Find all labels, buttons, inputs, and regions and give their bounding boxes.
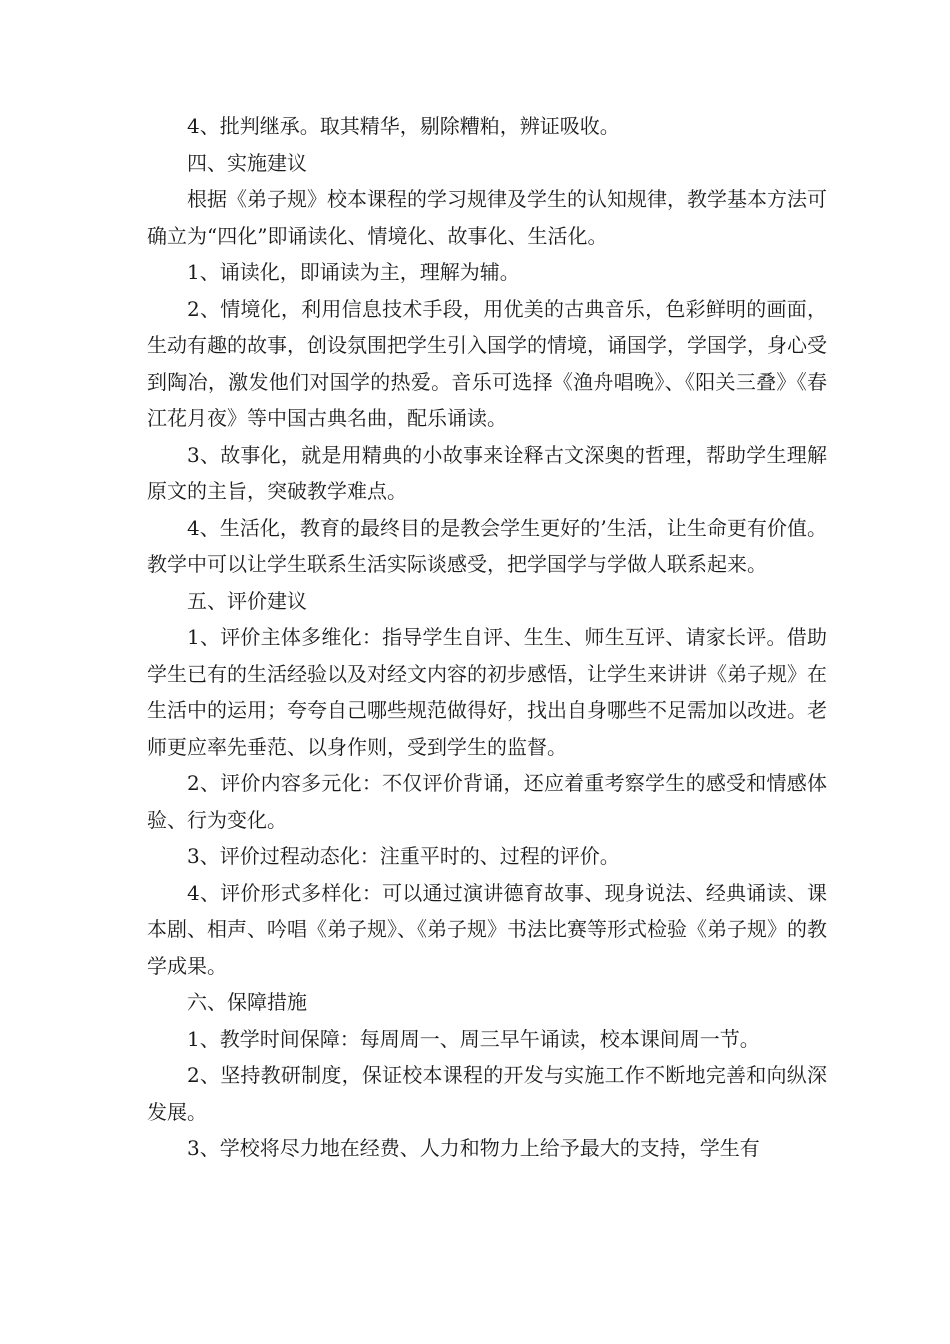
paragraph: 1、教学时间保障：每周周一、周三早午诵读，校本课间周一节。 xyxy=(187,1026,760,1051)
paragraph: 4、评价形式多样化：可以通过演讲德育故事、现身说法、经典诵读、课本剧、相声、吟唱《弟子规》、《弟子规》书法比赛等形式检验《弟子规》的教学成果。 xyxy=(147,880,827,978)
paragraph: 3、故事化，就是用精典的小故事来诠释古文深奥的哲理，帮助学生理解原文的主旨，突破教学难点。 xyxy=(147,442,827,503)
paragraph: 根据《弟子规》校本课程的学习规律及学生的认知规律，教学基本方法可确立为“四化”即诵读化、情境化、故事化、生活化。 xyxy=(147,187,827,248)
paragraph: 4、生活化，教育的最终目的是教会学生更好的’生活，让生命更有价值。教学中可以让学生联系生活实际谈感受，把学国学与学做人联系起来。 xyxy=(147,515,827,576)
paragraph: 3、学校将尽力地在经费、人力和物力上给予最大的支持，学生有 xyxy=(187,1136,760,1160)
paragraph: 4、批判继承。取其精华，剔除糟粕，辨证吸收。 xyxy=(187,114,620,138)
section-heading: 五、评价建议 xyxy=(187,588,307,613)
paragraph: 3、评价过程动态化：注重平时的、过程的评价。 xyxy=(187,844,620,868)
section-heading: 六、保障措施 xyxy=(187,990,307,1014)
paragraph: 1、诵读化，即诵读为主，理解为辅。 xyxy=(187,260,520,284)
paragraph: 1、评价主体多维化：指导学生自评、生生、师生互评、请家长评。借助学生已有的生活经验以及对经文内容的初步感悟，让学生来讲讲《弟子规》在生活中的运用；夸夸自己哪些规范做得好，找出自身哪些不足需加以改进。老师更应率先垂范、以身作则，受到学生的监督。 xyxy=(147,625,827,759)
document-body xyxy=(147,108,827,1167)
paragraph: 2、评价内容多元化：不仅评价背诵，还应着重考察学生的感受和情感体验、行为变化。 xyxy=(147,771,827,832)
section-heading: 四、实施建议 xyxy=(187,150,307,175)
paragraph: 2、坚持教研制度，保证校本课程的开发与实施工作不断地完善和向纵深发展。 xyxy=(147,1063,827,1124)
paragraph: 2、情境化，利用信息技术手段，用优美的古典音乐，色彩鲜明的画面，生动有趣的故事，创设氛围把学生引入国学的情境，诵国学，学国学，身心受到陶冶，激发他们对国学的热爱。音乐可选择《渔舟唱晚》、《阳关三叠》《春江花月夜》等中国古典名曲，配乐诵读。 xyxy=(147,296,827,430)
